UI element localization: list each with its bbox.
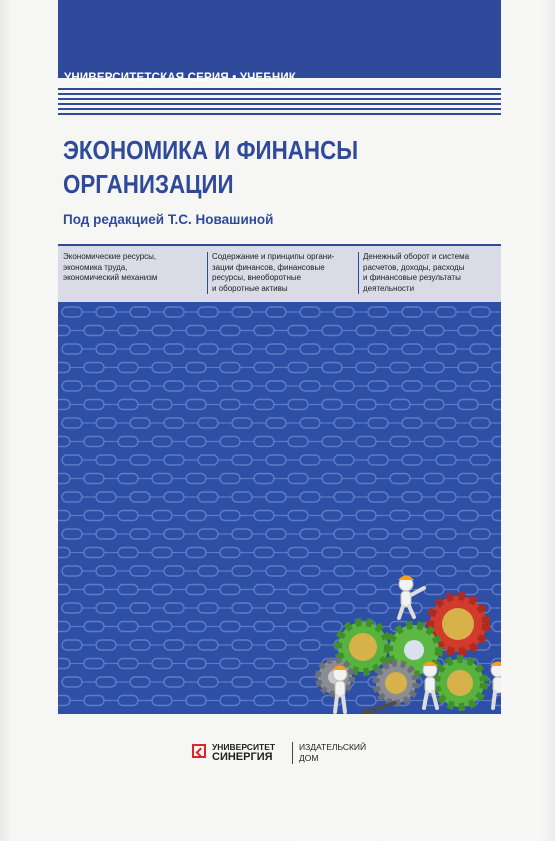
publisher-divider <box>292 742 293 764</box>
worker-figure <box>490 662 501 709</box>
gear-icon <box>376 663 416 703</box>
gears-and-workers-illustration <box>58 302 501 714</box>
gear-icon <box>436 659 484 707</box>
publisher-house: ИЗДАТЕЛЬСКИЙ ДОМ <box>299 742 367 763</box>
decorative-stripes <box>58 88 501 122</box>
worker-figure <box>422 662 438 709</box>
worker-figure <box>398 576 424 619</box>
publisher-line-1: УНИВЕРСИТЕТ <box>212 742 276 752</box>
topic-column-1: Экономические ресурсы, экономика труда, экономический механизм <box>63 252 158 282</box>
topic-column-2: Содержание и принципы органи- зации финансов, финансовые ресурсы, внеоборотные и оборотные активы <box>207 252 358 294</box>
title-line-2: ОРГАНИЗАЦИИ <box>63 169 234 199</box>
topics-strip <box>58 244 501 304</box>
chain-pattern-panel <box>58 302 501 714</box>
topic-column-3: Денежный оборот и система расчетов, доходы, расходы и финансовые результаты деятельности <box>358 252 503 294</box>
book-title <box>63 133 433 201</box>
editor-credit: Под редакцией Т.С. Новашиной <box>63 212 274 227</box>
publisher-mark-icon <box>192 744 206 758</box>
gear-icon <box>430 596 486 652</box>
title-line-1: ЭКОНОМИКА И ФИНАНСЫ <box>63 135 359 165</box>
publisher-line-2: СИНЕРГИЯ <box>212 751 273 763</box>
top-band <box>58 0 501 78</box>
series-label: УНИВЕРСИТЕТСКАЯ СЕРИЯ • УЧЕБНИК <box>64 72 297 84</box>
